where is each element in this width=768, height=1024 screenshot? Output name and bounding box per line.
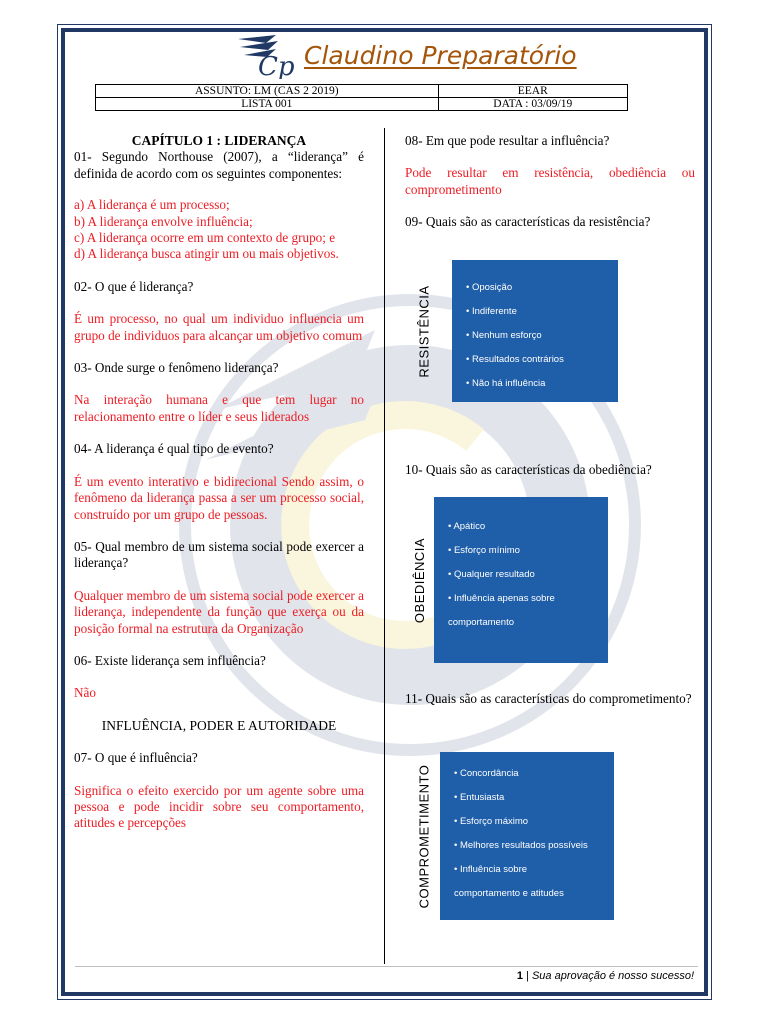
- brand-logo: [236, 33, 577, 79]
- answer-01-item: d) A liderança busca atingir um ou mais objetivos.: [74, 246, 339, 262]
- footer-separator: |: [526, 970, 529, 982]
- list-item: • Oposição: [466, 282, 513, 293]
- page-footer: [517, 970, 694, 982]
- list-item: • Melhores resultados possíveis: [454, 840, 588, 851]
- answer-06: Não: [74, 685, 96, 701]
- list-item: • Indiferente: [466, 306, 517, 317]
- answer-05: Qualquer membro de um sistema social pode exercer a liderança, independente da função que exerça ou da posição formal na estrutura da Organização: [74, 587, 364, 636]
- list-item: • Concordância: [454, 768, 519, 779]
- section-title: INFLUÊNCIA, PODER E AUTORIDADE: [101, 717, 337, 733]
- header-lista: LISTA 001: [96, 98, 439, 111]
- question-06: 06- Existe liderança sem influência?: [74, 652, 266, 668]
- page-number: 1: [516, 970, 523, 982]
- footer-slogan: Sua aprovação é nosso sucesso!: [531, 970, 694, 982]
- wing-icon: [236, 33, 306, 79]
- question-10: 10- Quais são as características da obediência?: [405, 461, 652, 477]
- footer-divider: [75, 966, 698, 967]
- question-05: 05- Qual membro de um sistema social pode exercer a liderança?: [74, 538, 364, 571]
- list-item: • Esforço máximo: [454, 816, 529, 827]
- answer-02: É um processo, no qual um individuo influencia um grupo de individuos para alcançar um objetivo comum: [74, 311, 364, 343]
- answer-03: Na interação humana e que tem lugar no relacionamento entre o líder e seus liderados: [74, 392, 364, 424]
- question-09: 09- Quais são as características da resistência?: [405, 214, 651, 230]
- left-column: [74, 133, 364, 832]
- list-item: • Não há influência: [466, 378, 546, 389]
- answer-01-item: b) A liderança envolve influência;: [74, 213, 253, 229]
- list-item: • Qualquer resultado: [448, 569, 535, 580]
- list-item: • Apático: [448, 521, 486, 532]
- list-item: • Resultados contrários: [466, 354, 564, 365]
- answer-01-item: a) A liderança é um processo;: [74, 197, 230, 213]
- comprometimento-label: COMPROMETIMENTO: [416, 764, 432, 908]
- chapter-title: CAPÍTULO 1 : LIDERANÇA: [131, 133, 307, 148]
- answer-07: Significa o efeito exercido por um agente sobre uma pessoa e pode incidir sobre seu comportamento, atitudes e percepções: [74, 782, 364, 831]
- question-08: 08- Em que pode resultar a influência?: [405, 133, 610, 148]
- header-assunto: ASSUNTO: LM (CAS 2 2019): [96, 85, 439, 98]
- answer-01-item: c) A liderança ocorre em um contexto de grupo; e: [74, 230, 336, 246]
- list-item: • Influência apenas sobre: [448, 593, 555, 604]
- comprometimento-diagram: [410, 752, 614, 920]
- question-11: 11- Quais são as características do comprometimento?: [405, 691, 692, 707]
- list-item: comportamento: [448, 617, 515, 628]
- header-table: [95, 84, 628, 111]
- comprometimento-panel: [440, 752, 614, 920]
- obediencia-diagram: [406, 497, 608, 663]
- list-item: comportamento e atitudes: [454, 888, 564, 899]
- logo-monogram: Cp: [258, 52, 295, 79]
- header-exam: EEAR: [438, 85, 627, 98]
- brand-name: Claudino Preparatório: [304, 41, 577, 70]
- obediencia-label: OBEDIÊNCIA: [412, 537, 428, 623]
- resistencia-diagram: [410, 260, 618, 402]
- answer-01: [74, 197, 364, 263]
- header-data: DATA : 03/09/19: [438, 98, 627, 111]
- obediencia-panel: [434, 497, 608, 663]
- list-item: • Influência sobre: [454, 864, 528, 875]
- resistencia-panel: [452, 260, 618, 402]
- answer-04: É um evento interativo e bidirecional Sendo assim, o fenômeno da liderança passa a ser um processo social, construído por um grupo de pessoas.: [74, 473, 364, 522]
- question-07: 07- O que é influência?: [74, 750, 198, 766]
- list-item: • Esforço mínimo: [448, 545, 520, 556]
- question-04: 04- A liderança é qual tipo de evento?: [74, 441, 274, 457]
- answer-08: Pode resultar em resistência, obediência ou comprometimento: [405, 165, 695, 197]
- question-03: 03- Onde surge o fenômeno liderança?: [74, 360, 279, 376]
- column-divider: [384, 128, 385, 964]
- list-item: • Entusiasta: [454, 792, 505, 803]
- question-02: 02- O que é liderança?: [74, 278, 194, 294]
- list-item: • Nenhum esforço: [466, 330, 542, 341]
- resistencia-label: RESISTÊNCIA: [416, 284, 432, 378]
- question-01: 01- Segundo Northouse (2007), a “liderança” é definida de acordo com os seguintes componentes:: [74, 149, 364, 181]
